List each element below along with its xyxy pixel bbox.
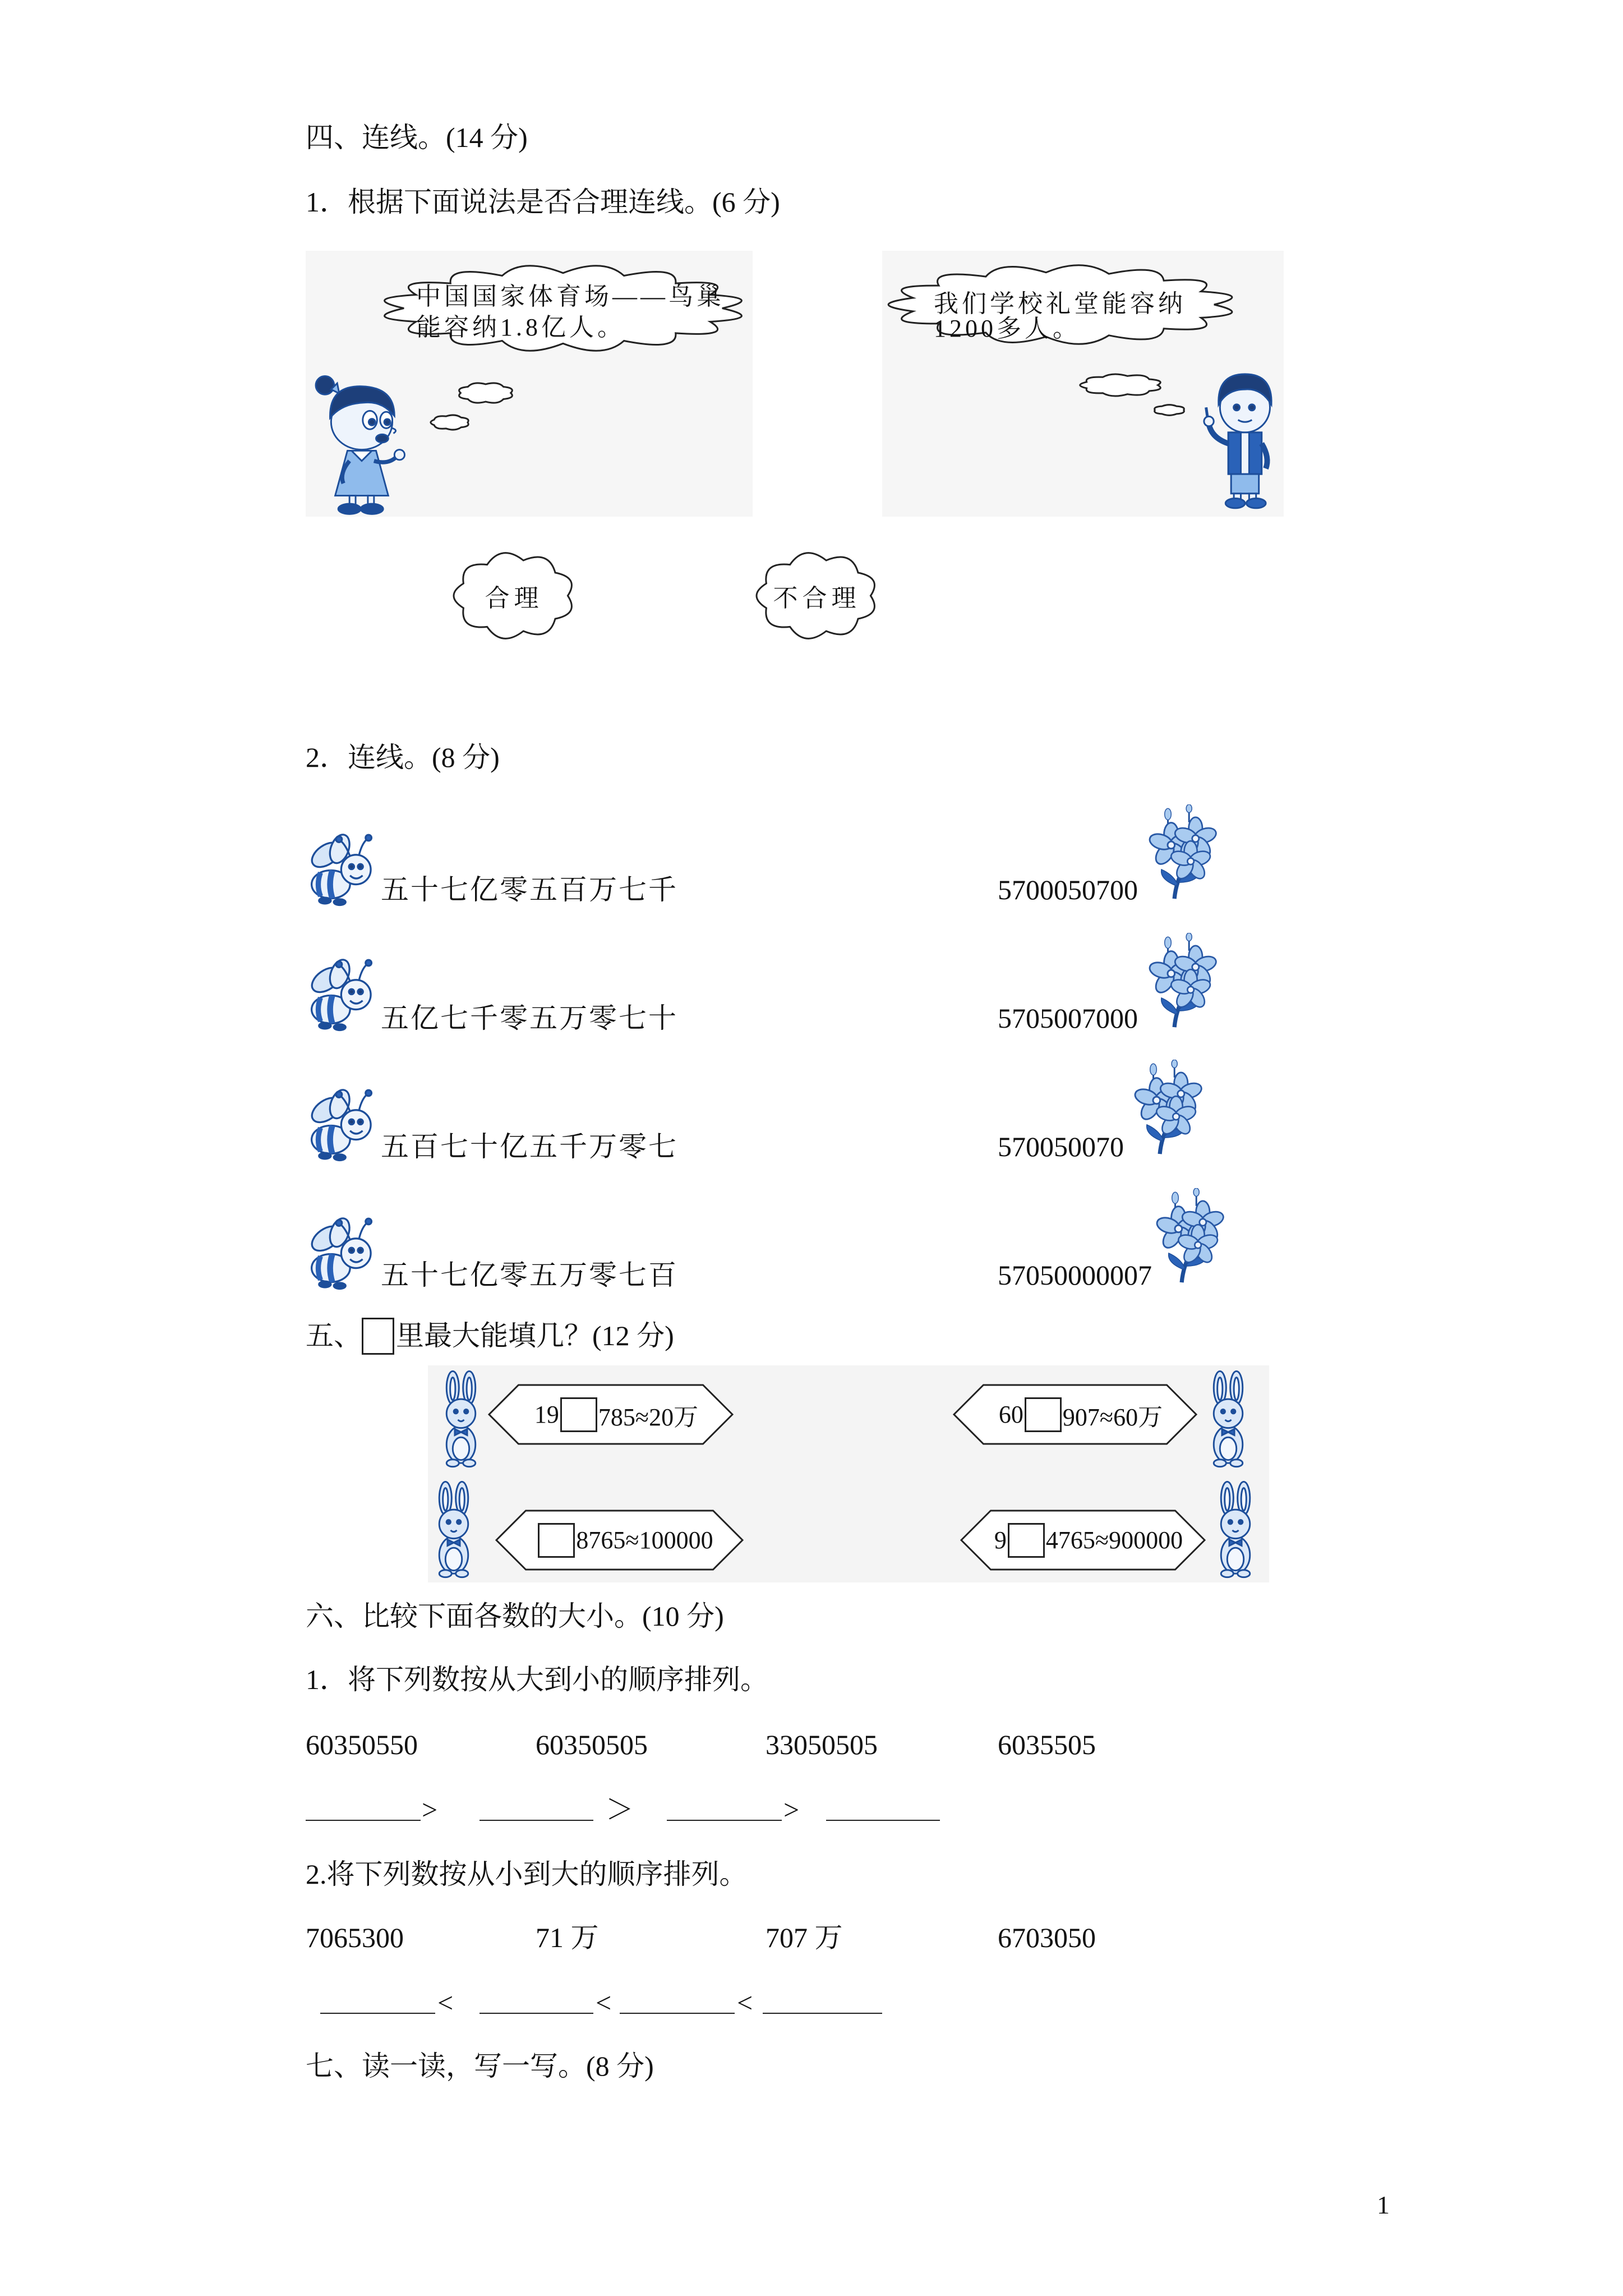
estimate-after: 4765≈900000 [1045, 1526, 1183, 1554]
match-number-1: 5700050700 [998, 874, 1138, 905]
answer-blank [826, 1820, 940, 1821]
rabbit-icon [428, 1480, 479, 1579]
flower-icon [1129, 1060, 1210, 1156]
boy-speech-line2: 1200多人。 [934, 315, 1081, 342]
s6-q2-number-4: 6703050 [998, 1922, 1096, 1953]
answer-blank [620, 2013, 735, 2014]
rabbit-icon [1202, 1370, 1254, 1469]
less-than-sign: < [737, 1987, 753, 2018]
estimate-after: 907≈60万 [1062, 1403, 1163, 1431]
match-number-3: 570050070 [998, 1131, 1124, 1162]
estimate-expression-1 [487, 1383, 735, 1446]
answer-blank [667, 1820, 782, 1821]
boy-illustration [1198, 366, 1284, 512]
rabbit-icon [1210, 1480, 1261, 1579]
estimate-after: 785≈20万 [598, 1403, 699, 1431]
girl-illustration [310, 373, 413, 516]
bee-icon [306, 1213, 380, 1295]
greater-than-sign: > [422, 1794, 438, 1825]
thought-cloud-small [455, 380, 517, 406]
option-reasonable-label: 合理 [485, 585, 543, 612]
answer-blank [320, 2013, 435, 2014]
girl-speech-panel [306, 251, 753, 517]
s6-q1-number-2: 60350505 [536, 1729, 648, 1760]
boy-speech-panel [882, 251, 1284, 517]
estimate-expression-2 [952, 1383, 1198, 1446]
estimate-item-3 [494, 1508, 745, 1572]
estimate-item-2 [952, 1383, 1198, 1446]
s6-q1-title: 1．将下列数按从大到小的顺序排列。 [306, 1664, 768, 1695]
q1-title: 1．根据下面说法是否合理连线。(6 分) [306, 186, 780, 218]
section7-title: 七、读一读，写一写。(8 分) [306, 2050, 654, 2082]
s6-q2-number-3: 707 万 [766, 1922, 843, 1953]
thought-cloud-tiny [1151, 403, 1188, 417]
match-words-2: 五亿七千零五万零七十 [381, 1002, 678, 1034]
page-number: 1 [1377, 2191, 1390, 2219]
s6-q2-number-2: 71 万 [536, 1922, 599, 1953]
flower-icon [1151, 1188, 1232, 1284]
girl-speech-line2: 能容纳1.8亿人。 [416, 314, 625, 341]
s6-q1-number-4: 6035505 [998, 1729, 1096, 1760]
answer-box [560, 1397, 597, 1432]
estimate-expression-4 [959, 1508, 1207, 1572]
answer-box [1008, 1523, 1045, 1558]
s6-q2-title: 2.将下列数按从小到大的顺序排列。 [306, 1858, 748, 1890]
s6-q2-number-1: 7065300 [306, 1922, 404, 1953]
less-than-sign: < [596, 1987, 612, 2018]
option-reasonable [450, 549, 578, 642]
section5-title-box [362, 1318, 394, 1355]
estimate-expression-3 [494, 1508, 745, 1572]
greater-than-sign: > [783, 1794, 800, 1825]
greater-than-sign: ＞ [606, 1794, 634, 1825]
section6-title: 六、比较下面各数的大小。(10 分) [306, 1600, 724, 1632]
q2-title: 2．连线。(8 分) [306, 742, 500, 773]
answer-blank [763, 2013, 882, 2014]
match-words-4: 五十七亿零五万零七百 [381, 1259, 678, 1291]
bee-icon [306, 1085, 380, 1166]
answer-box [538, 1523, 575, 1558]
boy-speech-line1: 我们学校礼堂能容纳 [934, 290, 1186, 318]
estimate-item-1 [487, 1383, 735, 1446]
bee-icon [306, 955, 380, 1036]
thought-cloud-small [1077, 372, 1165, 398]
thought-cloud-tiny [428, 413, 472, 432]
rabbit-icon [435, 1370, 487, 1469]
match-words-3: 五百七十亿五千万零七 [381, 1131, 678, 1162]
answer-blank [306, 1820, 421, 1821]
option-unreasonable-label: 不合理 [773, 585, 861, 612]
flower-icon [1144, 804, 1225, 900]
s6-q1-number-3: 33050505 [766, 1729, 878, 1760]
girl-speech-line1: 中国国家体育场——鸟巢 [416, 283, 725, 310]
estimate-after: 8765≈100000 [576, 1526, 713, 1554]
answer-blank [479, 1820, 593, 1821]
match-words-1: 五十七亿零五百万七千 [381, 874, 678, 905]
match-number-4: 57050000007 [998, 1259, 1152, 1291]
answer-blank [479, 2013, 593, 2014]
flower-icon [1144, 933, 1225, 1029]
match-number-2: 5705007000 [998, 1002, 1138, 1034]
estimate-before: 9 [994, 1526, 1007, 1554]
section4-title: 四、连线。(14 分) [306, 122, 528, 153]
estimate-item-4 [959, 1508, 1207, 1572]
less-than-sign: < [437, 1987, 454, 2018]
estimate-before: 19 [534, 1401, 559, 1428]
s6-q1-number-1: 60350550 [306, 1729, 418, 1760]
estimate-before: 60 [998, 1401, 1023, 1428]
answer-box [1025, 1397, 1062, 1432]
section5-title-suffix: 里最大能填几？(12 分) [396, 1320, 674, 1351]
bee-icon [306, 830, 380, 911]
option-unreasonable [753, 549, 881, 642]
section5-title-prefix: 五、 [306, 1320, 362, 1351]
